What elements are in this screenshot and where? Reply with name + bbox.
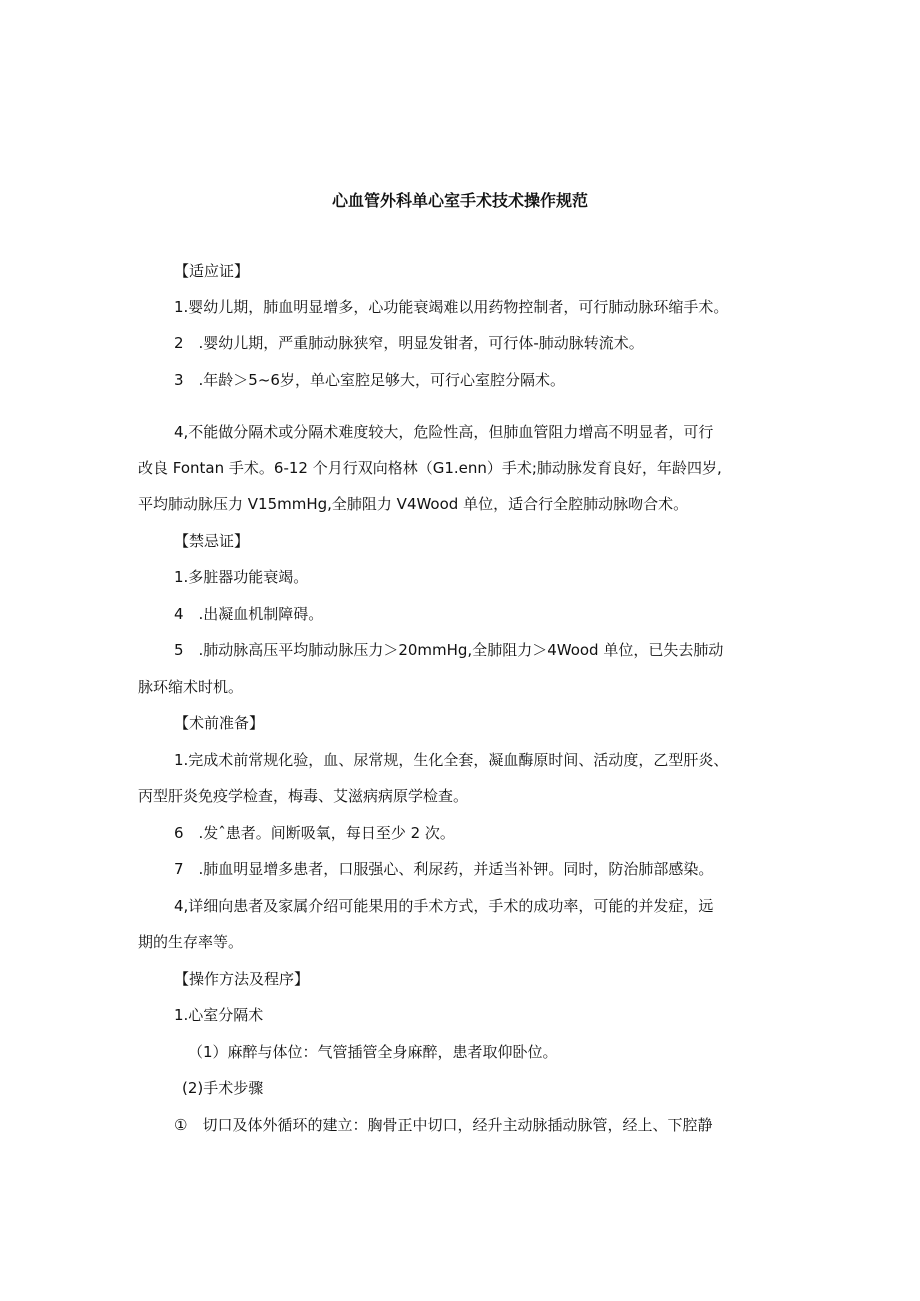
paragraph-line: 改良 Fontan 手术。6-12 个月行双向格林（G1.enn）手术;肺动脉发育良好，年龄四岁, — [138, 459, 722, 477]
paragraph-line: 1.心室分隔术 — [174, 1006, 264, 1024]
paragraph-line: 4,详细向患者及家属介绍可能果用的手术方式，手术的成功率，可能的并发症，远 — [174, 897, 714, 915]
paragraph-line: 6 .发ˆ患者。间断吸氧，每日至少 2 次。 — [174, 824, 455, 842]
paragraph-line: 1.完成术前常规化验，血、尿常规，生化全套，凝血酶原时间、活动度，乙型肝炎、 — [174, 751, 729, 769]
page-title: 心血管外科单心室手术技术操作规范 — [331, 191, 588, 210]
paragraph-line: 期的生存率等。 — [138, 933, 244, 951]
paragraph-line: ① 切口及体外循环的建立：胸骨正中切口，经升主动脉插动脉管，经上、下腔静 — [174, 1116, 713, 1134]
paragraph-line: 脉环缩术时机。 — [138, 678, 244, 696]
paragraph-line: 1.婴幼儿期，肺血明显增多，心功能衰竭难以用药物控制者，可行肺动脉环缩手术。 — [174, 298, 729, 316]
paragraph-line: （1）麻醉与体位：气管插管全身麻醉，患者取仰卧位。 — [188, 1043, 558, 1061]
paragraph-line: 丙型肝炎免疫学检查，梅毒、艾滋病病原学检查。 — [138, 787, 469, 805]
paragraph-line: 平均肺动脉压力 V15mmHg,全肺阻力 V4Wood 单位，适合行全腔肺动脉吻合术。 — [138, 495, 689, 513]
paragraph-line: 1.多脏器功能衰竭。 — [174, 568, 309, 586]
paragraph-line: 4 .出凝血机制障碍。 — [174, 605, 324, 623]
section-heading-indications: 【适应证】 — [174, 262, 250, 280]
section-heading-preop: 【术前准备】 — [174, 714, 265, 732]
paragraph-line: 4,不能做分隔术或分隔术难度较大，危险性高，但肺血管阻力增高不明显者，可行 — [174, 423, 714, 441]
paragraph-line: 7 .肺血明显增多患者，口服强心、利尿药，并适当补钾。同时，防治肺部感染。 — [174, 860, 714, 878]
paragraph-line: (2)手术步骤 — [182, 1079, 264, 1097]
paragraph-line: 2 .婴幼儿期，严重肺动脉狭窄，明显发钳者，可行体-肺动脉转流术。 — [174, 334, 644, 352]
paragraph-line: 5 .肺动脉高压平均肺动脉压力＞20mmHg,全肺阻力＞4Wood 单位，已失去肺动 — [174, 641, 724, 659]
section-heading-contraindications: 【禁忌证】 — [174, 532, 250, 550]
paragraph-line: 3 .年龄＞5~6岁，单心室腔足够大，可行心室腔分隔术。 — [174, 371, 565, 389]
section-heading-procedure: 【操作方法及程序】 — [174, 970, 310, 988]
